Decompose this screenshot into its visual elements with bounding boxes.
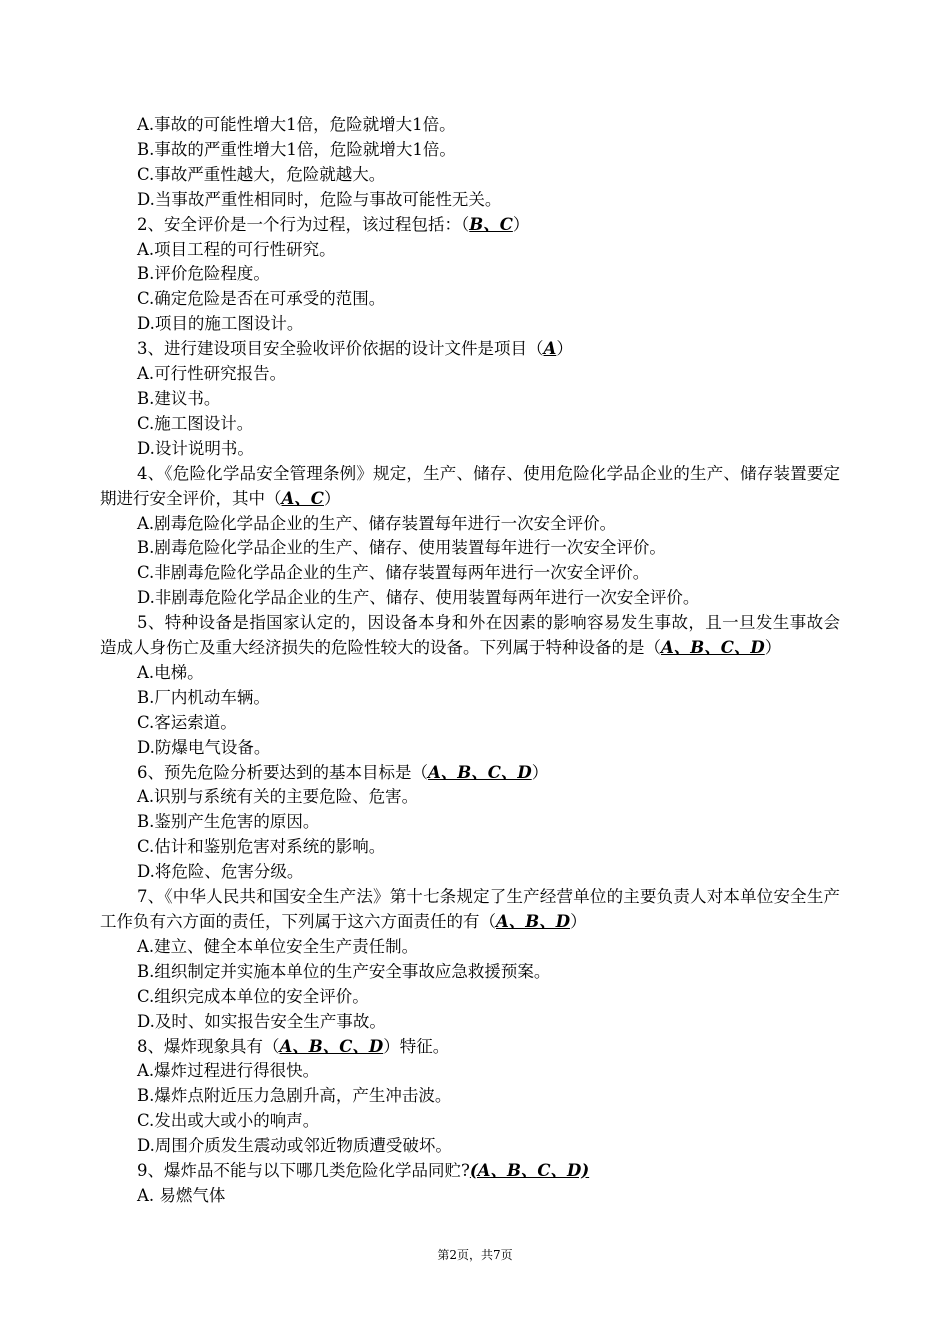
option-line: A.事故的可能性增大1倍，危险就增大1倍。: [137, 115, 456, 134]
option-line: C.非剧毒危险化学品企业的生产、储存装置每两年进行一次安全评价。: [137, 563, 650, 583]
question-text: 9、爆炸品不能与以下哪几类危险化学品同贮?: [137, 1161, 470, 1181]
answer-key: (A、B、C、D): [469, 1161, 590, 1181]
answer-key: A、B、C、D: [279, 1036, 384, 1056]
question-text: 3、进行建设项目安全验收评价依据的设计文件是项目（: [137, 339, 544, 359]
option-line: A.爆炸过程进行得很快。: [137, 1061, 320, 1081]
option-line: B.组织制定并实施本单位的生产安全事故应急救援预案。: [137, 961, 551, 981]
option-line: C.客运索道。: [137, 712, 237, 732]
option-line: A.建立、健全本单位安全生产责任制。: [137, 936, 419, 956]
question-tail: ）: [556, 339, 573, 359]
page-footer: 第2页，共7页: [437, 1248, 513, 1262]
answer-key: A、B、C、D: [428, 762, 532, 782]
option-line: A.电梯。: [137, 662, 204, 682]
option-line: B.爆炸点附近压力急剧升高，产生冲击波。: [137, 1086, 452, 1106]
option-line: A.识别与系统有关的主要危险、危害。: [137, 787, 419, 807]
option-line: A. 易燃气体: [137, 1185, 226, 1205]
question-text: 4、《危险化学品安全管理条例》规定，生产、储存、使用危险化学品企业的生产、储存装置要定期进行安全评价，其中（: [100, 463, 840, 508]
option-line: C.组织完成本单位的安全评价。: [137, 986, 369, 1006]
option-line: D.将危险、危害分级。: [137, 862, 304, 882]
option-line: A.项目工程的可行性研究。: [137, 239, 336, 259]
option-line: D.非剧毒危险化学品企业的生产、储存、使用装置每两年进行一次安全评价。: [137, 588, 700, 608]
option-line: B.鉴别产生危害的原因。: [137, 812, 320, 832]
option-line: B.厂内机动车辆。: [137, 687, 270, 707]
document-body: [100, 113, 840, 1209]
option-line: B.评价危险程度。: [137, 264, 270, 284]
question-line: [100, 337, 840, 362]
answer-key: A: [543, 339, 557, 359]
option-line: D.及时、如实报告安全生产事故。: [137, 1011, 386, 1031]
option-line: C.施工图设计。: [137, 413, 254, 433]
option-line: C.估计和鉴别危害对系统的影响。: [137, 837, 386, 857]
question-tail: ）特征。: [383, 1036, 450, 1056]
question-tail: ）: [512, 214, 530, 234]
question-line: [100, 1159, 840, 1184]
option-line: B.事故的严重性增大1倍，危险就增大1倍。: [137, 139, 456, 159]
option-line: D.当事故严重性相同时，危险与事故可能性无关。: [137, 189, 502, 209]
question-text: 7、《中华人民共和国安全生产法》第十七条规定了生产经营单位的主要负责人对本单位安全生产工作负有六方面的责任，下列属于这六方面责任的有（: [100, 887, 840, 931]
question-text: 5、特种设备是指国家认定的，因设备本身和外在因素的影响容易发生事故，且一旦发生事故会造成人身伤亡及重大经济损失的危险性较大的设备。下列属于特种设备的是（: [100, 613, 840, 658]
option-line: D.项目的施工图设计。: [137, 314, 304, 334]
answer-key: A、B、C、D: [661, 638, 765, 658]
answer-key: B、C: [469, 214, 513, 234]
question-tail: ）: [764, 638, 782, 658]
option-line: D.设计说明书。: [137, 438, 254, 458]
option-line: A.剧毒危险化学品企业的生产、储存装置每年进行一次安全评价。: [137, 513, 617, 533]
option-line: C.发出或大或小的响声。: [137, 1111, 320, 1131]
question-line: [100, 1035, 840, 1060]
question-line: [100, 462, 840, 512]
option-line: B.剧毒危险化学品企业的生产、储存、使用装置每年进行一次安全评价。: [137, 538, 666, 558]
answer-key: A、C: [281, 488, 324, 508]
question-line: [100, 885, 840, 935]
answer-key: A、B、D: [496, 912, 571, 931]
option-line: C.事故严重性越大，危险就越大。: [137, 164, 386, 184]
question-text: 8、爆炸现象具有（: [137, 1036, 280, 1056]
question-tail: ）: [570, 912, 587, 931]
question-text: 6、预先危险分析要达到的基本目标是（: [137, 762, 428, 782]
question-text: 2、安全评价是一个行为过程，该过程包括：（: [137, 214, 470, 234]
question-tail: ）: [323, 488, 341, 508]
option-line: D.防爆电气设备。: [137, 737, 271, 757]
question-line: [100, 761, 840, 786]
question-line: [100, 611, 840, 661]
option-line: C.确定危险是否在可承受的范围。: [137, 289, 386, 309]
question-tail: ）: [531, 762, 549, 782]
option-line: A.可行性研究报告。: [137, 364, 287, 384]
option-line: B.建议书。: [137, 388, 221, 408]
question-line: [100, 213, 840, 238]
option-line: D.周围介质发生震动或邻近物质遭受破坏。: [137, 1136, 452, 1156]
